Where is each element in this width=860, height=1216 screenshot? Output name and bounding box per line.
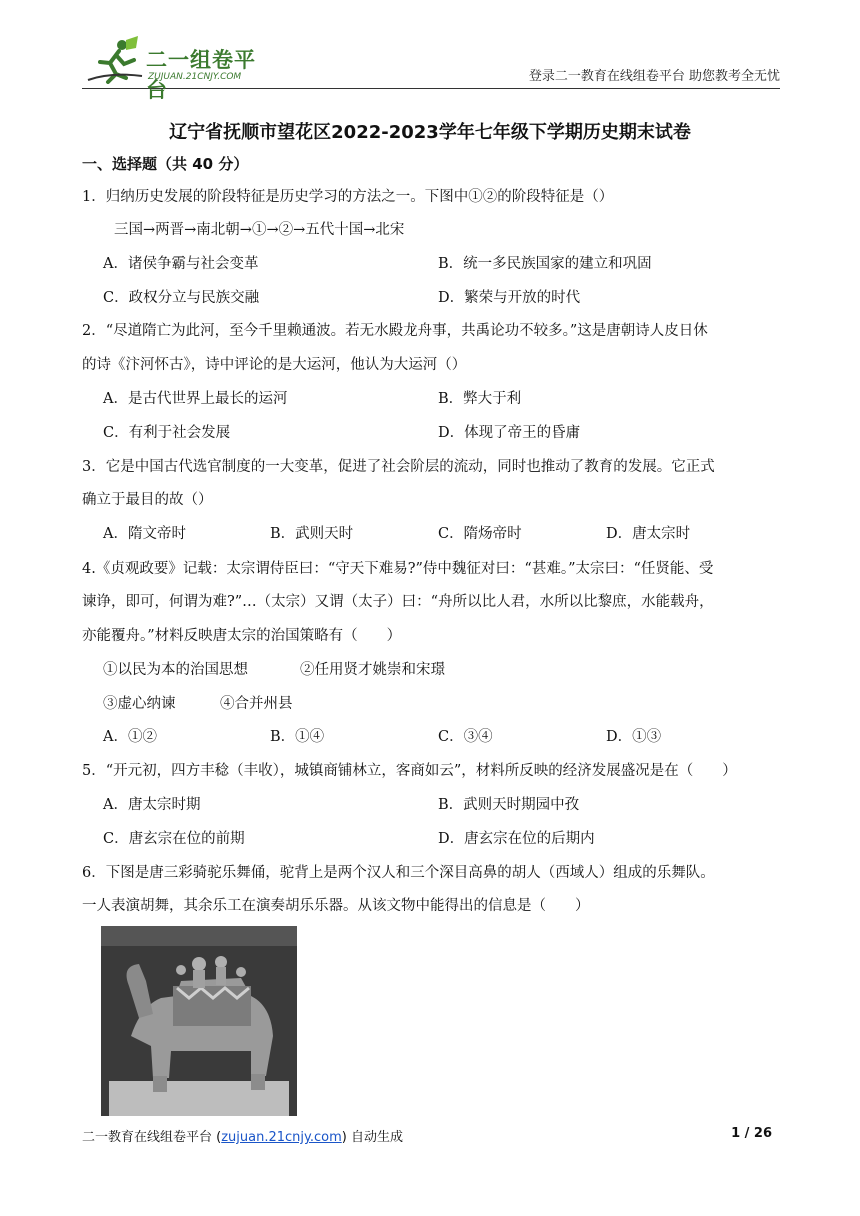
q3-option-d[interactable]: D．唐太宗时 (606, 526, 691, 542)
q5-option-a[interactable]: A．唐太宗时期 (103, 797, 201, 813)
q5-option-b[interactable]: B．武则天时期园中孜 (438, 797, 580, 813)
brand-logo[interactable] (86, 36, 276, 102)
q4-option-c[interactable]: C．③④ (438, 729, 493, 745)
page-header (82, 30, 780, 102)
section-heading: 一、选择题（共 40 分） (82, 155, 249, 173)
q4-item-1: ①以民为本的治国思想 (103, 662, 248, 678)
q4-option-d[interactable]: D．①③ (606, 729, 662, 745)
q1-option-b[interactable]: B．统一多民族国家的建立和巩固 (438, 256, 652, 272)
q4-item-2: ②任用贤才姚崇和宋璟 (300, 662, 445, 678)
q4-stem-line2: 谏诤，即可，何谓为难?”…（太宗）又谓（太子）曰：“舟所以比人君，水所以比黎庶，水能载舟， (82, 594, 714, 610)
page-number: 1 / 26 (731, 1126, 772, 1141)
camel-figurine-photo (101, 926, 297, 1116)
q5-option-c[interactable]: C．唐玄宗在位的前期 (103, 831, 245, 847)
q3-stem-line1: 3．它是中国古代选官制度的一大变革，促进了社会阶层的流动，同时也推动了教育的发展。它正式 (82, 459, 715, 475)
footer-link[interactable]: zujuan.21cnjy.com (221, 1130, 342, 1145)
q1-option-d[interactable]: D．繁荣与开放的时代 (438, 290, 581, 306)
q2-option-d[interactable]: D．体现了帝王的昏庸 (438, 425, 581, 441)
q2-option-a[interactable]: A．是古代世界上最长的运河 (103, 391, 288, 407)
q2-stem-line2: 的诗《汴河怀古》，诗中评论的是大运河，他认为大运河（） (82, 357, 467, 373)
q5-option-d[interactable]: D．唐玄宗在位的后期内 (438, 831, 595, 847)
q2-stem-line1: 2．“尽道隋亡为此河，至今千里赖通波。若无水殿龙舟事，共禹论功不较多。”这是唐朝诗人皮日休 (82, 323, 708, 339)
q5-stem: 5．“开元初，四方丰稔（丰收），城镇商铺林立，客商如云”，材料所反映的经济发展盛况是在（ ） (82, 763, 737, 779)
q2-option-c[interactable]: C．有利于社会发展 (103, 425, 231, 441)
q6-stem-line2: 一人表演胡舞，其余乐工在演奏胡乐乐器。从该文物中能得出的信息是（ ） (82, 898, 590, 914)
runner-icon (86, 36, 144, 84)
logo-title: 二一组卷平台 (146, 48, 256, 102)
header-slogan: 登录二一教育在线组卷平台 助您教考全无忧 (528, 69, 780, 84)
footer-suffix: ) 自动生成 (341, 1130, 403, 1145)
q4-option-b[interactable]: B．①④ (270, 729, 325, 745)
q1-stem: 1．归纳历史发展的阶段特征是历史学习的方法之一。下图中①②的阶段特征是（） (82, 189, 614, 205)
q1-option-c[interactable]: C．政权分立与民族交融 (103, 290, 260, 306)
logo-subtitle: ZUJUAN.21CNJY.COM (148, 72, 242, 82)
q3-option-a[interactable]: A．隋文帝时 (103, 526, 186, 542)
q3-option-b[interactable]: B．武则天时 (270, 526, 354, 542)
q4-item-3: ③虚心纳谏 (103, 696, 176, 712)
footer-prefix: 二一教育在线组卷平台 ( (82, 1130, 222, 1145)
footer-source (82, 1126, 403, 1145)
q3-option-c[interactable]: C．隋炀帝时 (438, 526, 522, 542)
q4-item-4: ④合并州县 (220, 696, 293, 712)
q1-sequence: 三国→两晋→南北朝→①→②→五代十国→北宋 (114, 222, 405, 238)
q4-stem-line1: 4.《贞观政要》记载：太宗谓侍臣曰：“守天下难易?”侍中魏征对曰：“甚难。”太宗曰：“任贤能、受 (82, 561, 714, 577)
q6-stem-line1: 6．下图是唐三彩骑驼乐舞俑，驼背上是两个汉人和三个深目高鼻的胡人（西域人）组成的乐舞队。 (82, 865, 715, 881)
page-title: 辽宁省抚顺市望花区2022-2023学年七年级下学期历史期末试卷 (169, 122, 691, 143)
q2-option-b[interactable]: B．弊大于利 (438, 391, 522, 407)
q4-option-a[interactable]: A．①② (103, 729, 157, 745)
q1-option-a[interactable]: A．诸侯争霸与社会变革 (103, 256, 259, 272)
q3-stem-line2: 确立于最目的故（） (82, 492, 213, 508)
q4-stem-line3: 亦能覆舟。”材料反映唐太宗的治国策略有（ ） (82, 628, 402, 644)
